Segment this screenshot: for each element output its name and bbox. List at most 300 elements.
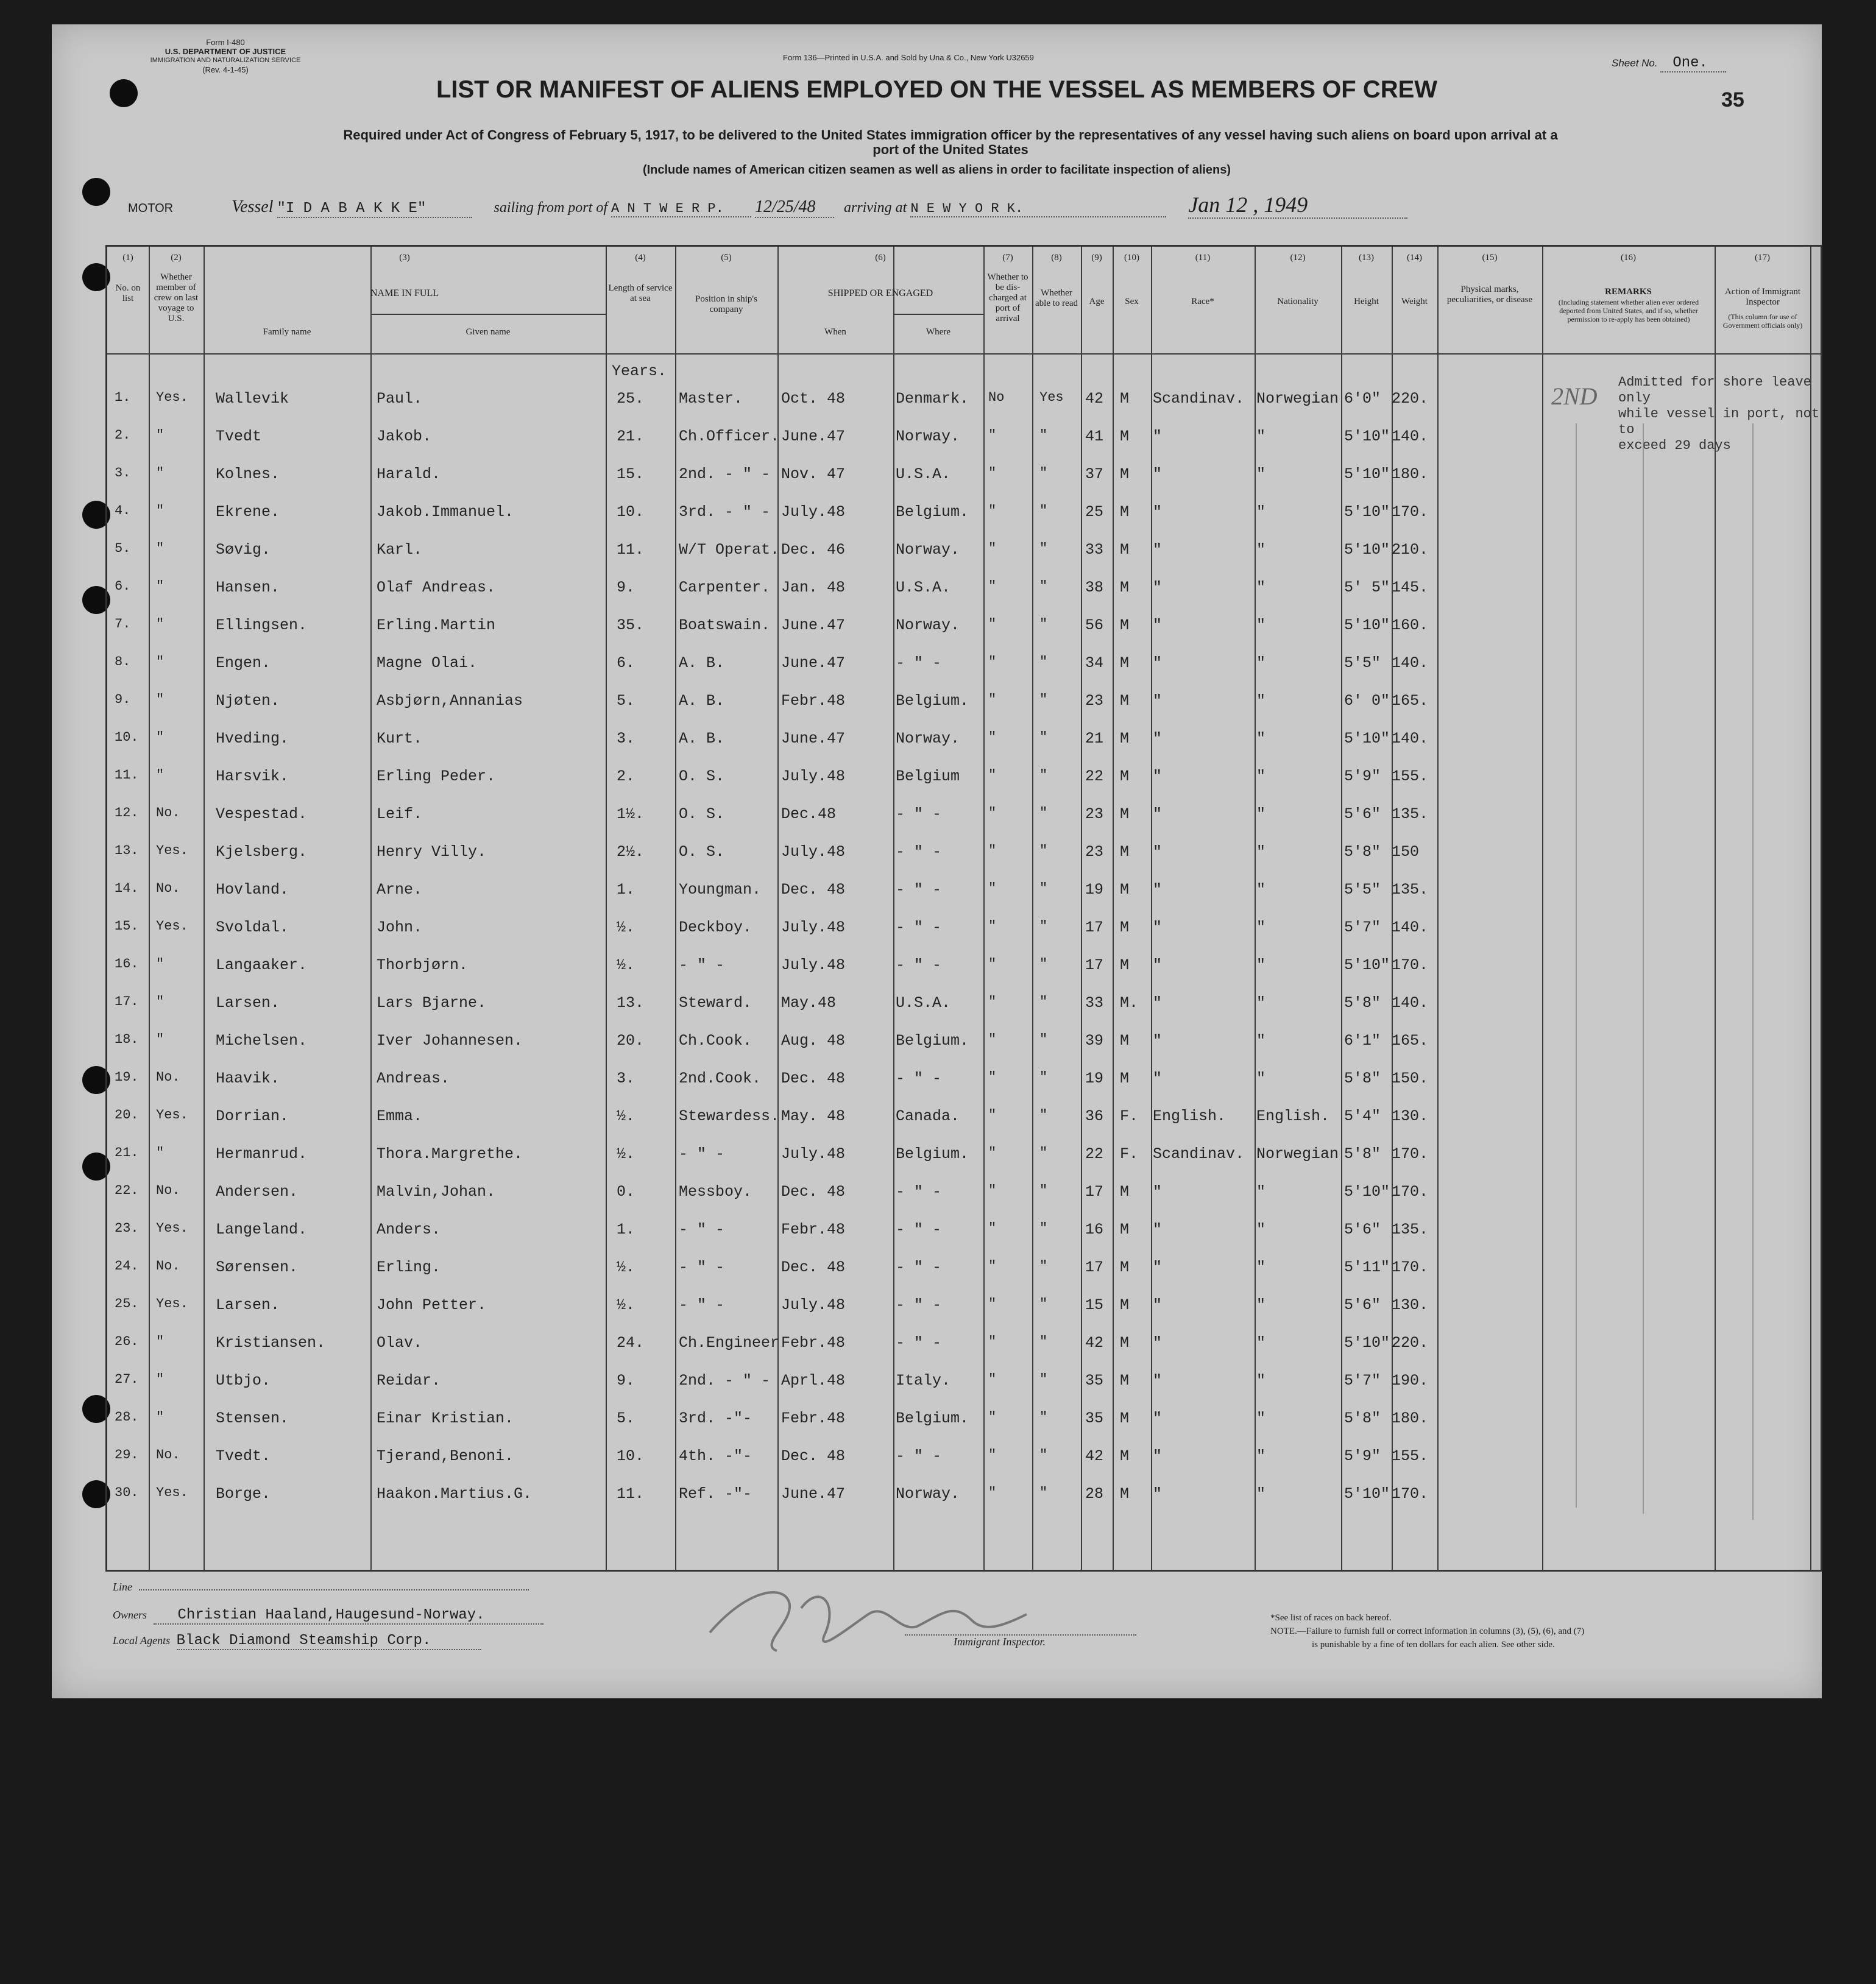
service-years: ½. [617,956,635,974]
shipped-when: Febr.48 [781,1334,846,1352]
from-port: A N T W E R P. [611,201,751,217]
race: " [1153,1183,1163,1201]
weight: 165. [1392,692,1429,710]
page-number: 35 [1721,88,1744,111]
height: 5'10" [1344,616,1390,634]
race: " [1153,919,1163,936]
shipped-where: - " - [896,1070,942,1087]
header-name-in-full: NAME IN FULL [370,288,439,298]
height: 5'11" [1344,1259,1390,1276]
row-number: 16. [115,956,139,972]
row-number: 18. [115,1032,139,1047]
service-years: 1½. [617,805,645,823]
age: 33 [1085,541,1104,559]
header-no: No. on list [115,283,141,303]
sailing-label: sailing from port of [494,200,607,216]
shipped-when: Jan. 48 [781,579,846,596]
age: 17 [1085,956,1104,974]
sex: M [1120,1296,1130,1314]
row-number: 30. [115,1485,139,1500]
shipped-when: Aug. 48 [781,1032,846,1050]
discharged: " [988,1334,997,1349]
discharged: " [988,730,997,745]
shipped-where: Norway. [896,428,960,445]
height: 5'8" [1344,994,1381,1012]
col-num: (6) [875,253,886,263]
age: 22 [1085,1145,1104,1163]
family-name: Svoldal. [216,919,289,936]
able-to-read: Yes [1039,390,1064,405]
header-remarks-sub: (Including statement whether alien ever ordered deported from United States, and if so, whether permission to re-apply has been obtained) [1558,298,1699,323]
able-to-read: " [1039,768,1048,783]
shipped-when: July.48 [781,956,846,974]
line-label: Line [113,1581,133,1593]
able-to-read: " [1039,730,1048,745]
weight: 140. [1392,428,1429,445]
shipped-when: Dec. 48 [781,1070,846,1087]
age: 21 [1085,730,1104,747]
able-to-read: " [1039,465,1048,481]
form-block [125,38,326,74]
sex: M [1120,1259,1130,1276]
row-number: 12. [115,805,139,821]
member-flag: " [156,465,165,481]
service-years: 9. [617,1372,635,1389]
shipped-where: - " - [896,956,942,974]
discharged: " [988,541,997,556]
header-nationality: Nationality [1277,297,1319,306]
row-number: 23. [115,1221,139,1236]
service-years: 11. [617,1485,645,1503]
service-years: ½. [617,1259,635,1276]
row-number: 19. [115,1070,139,1085]
header-discharged: Whether to be dis-charged at port of arrival [987,272,1028,323]
shipped-where: - " - [896,1447,942,1465]
shipped-where: Norway. [896,616,960,634]
shipped-where: - " - [896,881,942,898]
race: " [1153,579,1163,596]
race: " [1153,503,1163,521]
age: 41 [1085,428,1104,445]
discharged: " [988,428,997,443]
form-number: Form I-480 [206,38,245,47]
nationality: " [1256,1032,1266,1050]
service-years: ½. [617,1145,635,1163]
row-number: 10. [115,730,139,745]
position: 2nd. - " - [679,1372,771,1389]
header-sex: Sex [1125,297,1139,306]
crew-table [105,245,1822,1572]
weight: 130. [1392,1296,1429,1314]
able-to-read: " [1039,956,1048,972]
nationality: " [1256,428,1266,445]
able-to-read: " [1039,994,1048,1009]
able-to-read: " [1039,1145,1048,1160]
row-number: 6. [115,579,131,594]
sex: M [1120,1410,1130,1427]
row-number: 15. [115,919,139,934]
arrival-date: Jan 12 , 1949 [1188,192,1407,219]
able-to-read: " [1039,919,1048,934]
weight: 155. [1392,1447,1429,1465]
race: " [1153,768,1163,785]
sex: M [1120,1183,1130,1201]
weight: 140. [1392,654,1429,672]
age: 42 [1085,1334,1104,1352]
height: 5'10" [1344,1183,1390,1201]
age: 38 [1085,579,1104,596]
family-name: Larsen. [216,994,280,1012]
to-port: N E W Y O R K. [910,201,1166,217]
discharged: " [988,956,997,972]
family-name: Dorrian. [216,1107,289,1125]
height: 5'5" [1344,881,1381,898]
shipped-where: Canada. [896,1107,960,1125]
discharged: " [988,654,997,669]
table-row [107,529,1821,567]
height: 5'10" [1344,465,1390,483]
table-row [107,680,1821,718]
height: 5'9" [1344,768,1381,785]
weight: 170. [1392,1145,1429,1163]
service-years: 5. [617,1410,635,1427]
member-flag: " [156,1372,165,1387]
row-number: 14. [115,881,139,896]
sex: F. [1120,1145,1139,1163]
service-years: 20. [617,1032,645,1050]
position: A. B. [679,730,725,747]
height: 5'8" [1344,843,1381,861]
race: " [1153,1334,1163,1352]
discharged: " [988,881,997,896]
row-number: 1. [115,390,131,405]
able-to-read: " [1039,692,1048,707]
header-action: Action of Immigrant Inspector [1724,287,1801,307]
nationality: " [1256,843,1266,861]
shipped-where: - " - [896,1296,942,1314]
weight: 170. [1392,1259,1429,1276]
shipped-where: Denmark. [896,390,969,408]
able-to-read: " [1039,1447,1048,1463]
shipped-where: Norway. [896,541,960,559]
header-member: Whether member of crew on last voyage to U.S. [154,272,199,323]
service-years: ½. [617,1296,635,1314]
given-name: Harald. [377,465,441,483]
member-flag: " [156,1145,165,1160]
header-age: Age [1089,297,1105,306]
discharged: " [988,1070,997,1085]
sex: M [1120,1032,1130,1050]
member-flag: " [156,994,165,1009]
pencil-mark [1576,423,1577,1508]
given-name: Erling Peder. [377,768,496,785]
nationality: " [1256,692,1266,710]
punch-hole [82,178,110,206]
nationality: " [1256,1334,1266,1352]
family-name: Hansen. [216,579,280,596]
requirement-text [143,128,1758,157]
nationality: " [1256,1447,1266,1465]
position: Ref. -"- [679,1485,752,1503]
height: 5'10" [1344,1334,1390,1352]
given-name: Tjerand,Benoni. [377,1447,514,1465]
discharged: " [988,503,997,518]
table-row [107,944,1821,982]
race: " [1153,881,1163,898]
shipped-when: July.48 [781,1296,846,1314]
sex: M [1120,768,1130,785]
row-number: 5. [115,541,131,556]
age: 35 [1085,1372,1104,1389]
race: Scandinav. [1153,1145,1245,1163]
race: " [1153,1221,1163,1238]
sheet-number [1612,55,1726,71]
include-note: (Include names of American citizen seamen as well as aliens in order to facilitate inspection of aliens) [642,163,1231,177]
header-where: Where [926,327,950,337]
age: 56 [1085,616,1104,634]
requirement-line-2: port of the United States [873,142,1028,157]
shipped-when: Dec. 48 [781,881,846,898]
row-number: 4. [115,503,131,518]
age: 36 [1085,1107,1104,1125]
member-flag: " [156,616,165,632]
header-position: Position in ship's company [695,294,757,314]
height: 5'6" [1344,1221,1381,1238]
height: 5'8" [1344,1070,1381,1087]
weight: 155. [1392,768,1429,785]
discharged: " [988,1183,997,1198]
footer-line [113,1581,529,1594]
table-row [107,1360,1821,1397]
service-years: 1. [617,1221,635,1238]
given-name: Reidar. [377,1372,441,1389]
remarks-handwriting: 2ND [1551,383,1598,410]
weight: 210. [1392,541,1429,559]
shipped-where: Belgium [896,768,960,785]
family-name: Borge. [216,1485,271,1503]
family-name: Engen. [216,654,271,672]
requirement-line-1: Required under Act of Congress of February 5, 1917, to be delivered to the United States immigration officer by the representatives of any vessel having such aliens on board upon arrival at a [343,127,1558,143]
family-name: Kjelsberg. [216,843,308,861]
shipped-when: Dec. 48 [781,1447,846,1465]
able-to-read: " [1039,1032,1048,1047]
col-num: (13) [1359,253,1374,263]
sex: M [1120,881,1130,898]
race: " [1153,730,1163,747]
nationality: " [1256,541,1266,559]
age: 28 [1085,1485,1104,1503]
vessel-name: "I D A B A K K E" [277,200,472,218]
shipped-when: Febr.48 [781,692,846,710]
height: 5'10" [1344,956,1390,974]
owners-label: Owners [113,1609,147,1621]
discharged: " [988,1259,997,1274]
table-row [107,1435,1821,1473]
header-height: Height [1354,297,1379,306]
height: 6'1" [1344,1032,1381,1050]
able-to-read: " [1039,1259,1048,1274]
footer-agents [113,1633,481,1650]
nationality: " [1256,1485,1266,1503]
age: 22 [1085,768,1104,785]
owners-value: Christian Haaland,Haugesund-Norway. [154,1607,543,1625]
able-to-read: " [1039,1334,1048,1349]
nationality: " [1256,919,1266,936]
family-name: Michelsen. [216,1032,308,1050]
position: A. B. [679,692,725,710]
manifest-title: LIST OR MANIFEST OF ALIENS EMPLOYED ON THE VESSEL AS MEMBERS OF CREW [436,76,1438,103]
table-row [107,1246,1821,1284]
weight: 130. [1392,1107,1429,1125]
row-number: 17. [115,994,139,1009]
position: Carpenter. [679,579,771,596]
given-name: Andreas. [377,1070,450,1087]
remarks-stamp [1618,375,1821,454]
shipped-where: Norway. [896,730,960,747]
age: 16 [1085,1221,1104,1238]
shipped-where: Belgium. [896,1032,969,1050]
sex: M [1120,692,1130,710]
able-to-read: " [1039,1485,1048,1500]
weight: 220. [1392,390,1429,408]
able-to-read: " [1039,843,1048,858]
service-years: 0. [617,1183,635,1201]
table-row [107,415,1821,453]
weight: 165. [1392,1032,1429,1050]
position: - " - [679,1296,725,1314]
col-num: (3) [399,253,410,263]
given-name: Einar Kristian. [377,1410,514,1427]
shipped-when: Febr.48 [781,1221,846,1238]
weight: 145. [1392,579,1429,596]
position: - " - [679,1221,725,1238]
table-row [107,1473,1821,1511]
member-flag: " [156,730,165,745]
sex: M [1120,616,1130,634]
nationality: " [1256,1410,1266,1427]
position: Steward. [679,994,752,1012]
shipped-when: July.48 [781,1145,846,1163]
race: " [1153,994,1163,1012]
given-name: Asbjørn,Annanias [377,692,523,710]
position: Ch.Engineer [679,1334,780,1352]
race: " [1153,1372,1163,1389]
member-flag: No. [156,1259,180,1274]
given-name: Paul. [377,390,423,408]
header-read: Whether able to read [1035,288,1078,308]
race: " [1153,1410,1163,1427]
family-name: Haavik. [216,1070,280,1087]
col-num: (1) [122,253,133,263]
header-remarks: REMARKS [1605,287,1652,297]
service-years: 3. [617,1070,635,1087]
race: Scandinav. [1153,390,1245,408]
sex: M [1120,805,1130,823]
department: U.S. DEPARTMENT OF JUSTICE [165,47,286,56]
member-flag: " [156,1410,165,1425]
given-name: Jakob.Immanuel. [377,503,514,521]
age: 39 [1085,1032,1104,1050]
nationality: " [1256,730,1266,747]
service-years: 1. [617,881,635,898]
service-years: 24. [617,1334,645,1352]
sex: M [1120,1372,1130,1389]
race: " [1153,1447,1163,1465]
race: " [1153,692,1163,710]
shipped-where: Norway. [896,1485,960,1503]
shipped-when: June.47 [781,654,846,672]
shipped-where: - " - [896,654,942,672]
member-flag: Yes. [156,1485,188,1500]
table-row [107,906,1821,944]
shipped-where: U.S.A. [896,465,951,483]
discharged: " [988,994,997,1009]
shipped-when: July.48 [781,919,846,936]
height: 5'8" [1344,1145,1381,1163]
member-flag: " [156,768,165,783]
position: 2nd. - " - [679,465,771,483]
family-name: Tvedt [216,428,262,445]
sex: M [1120,919,1130,936]
shipped-where: - " - [896,919,942,936]
weight: 150. [1392,1070,1429,1087]
height: 5'8" [1344,1410,1381,1427]
table-row [107,982,1821,1020]
family-name: Kristiansen. [216,1334,326,1352]
height: 5'5" [1344,654,1381,672]
position: Ch.Cook. [679,1032,752,1050]
discharged: " [988,1447,997,1463]
member-flag: " [156,1334,165,1349]
given-name: Henry Villy. [377,843,487,861]
discharged: " [988,616,997,632]
years-label: Years. [612,362,667,380]
vessel-label: Vessel [232,197,274,216]
table-row [107,1209,1821,1246]
sex: M [1120,956,1130,974]
position: - " - [679,1145,725,1163]
col-num: (17) [1755,253,1770,263]
sex: M [1120,579,1130,596]
service-years: 6. [617,654,635,672]
shipped-when: Nov. 47 [781,465,846,483]
age: 33 [1085,994,1104,1012]
shipped-when: Dec. 48 [781,1183,846,1201]
inspector-signature [698,1566,1075,1663]
shipped-where: Italy. [896,1372,951,1389]
member-flag: " [156,1032,165,1047]
note-penalty-1: NOTE.—Failure to furnish full or correct information in columns (3), (5), (6), and (7) [1270,1626,1585,1636]
age: 15 [1085,1296,1104,1314]
sex: M [1120,503,1130,521]
member-flag: " [156,503,165,518]
discharged: " [988,1485,997,1500]
sex: M [1120,541,1130,559]
family-name: Hveding. [216,730,289,747]
note-races: *See list of races on back hereof. [1270,1613,1392,1623]
service-years: 11. [617,541,645,559]
race: " [1153,465,1163,483]
nationality: " [1256,1070,1266,1087]
discharged: " [988,919,997,934]
stamp-line-2: while vessel in port, not to [1618,406,1820,437]
header-race: Race* [1191,297,1214,306]
col-num: (10) [1124,253,1139,263]
given-name: Erling.Martin [377,616,496,634]
header-action-sub: (This column for use of Government officials only) [1722,312,1803,330]
weight: 135. [1392,805,1429,823]
weight: 180. [1392,465,1429,483]
